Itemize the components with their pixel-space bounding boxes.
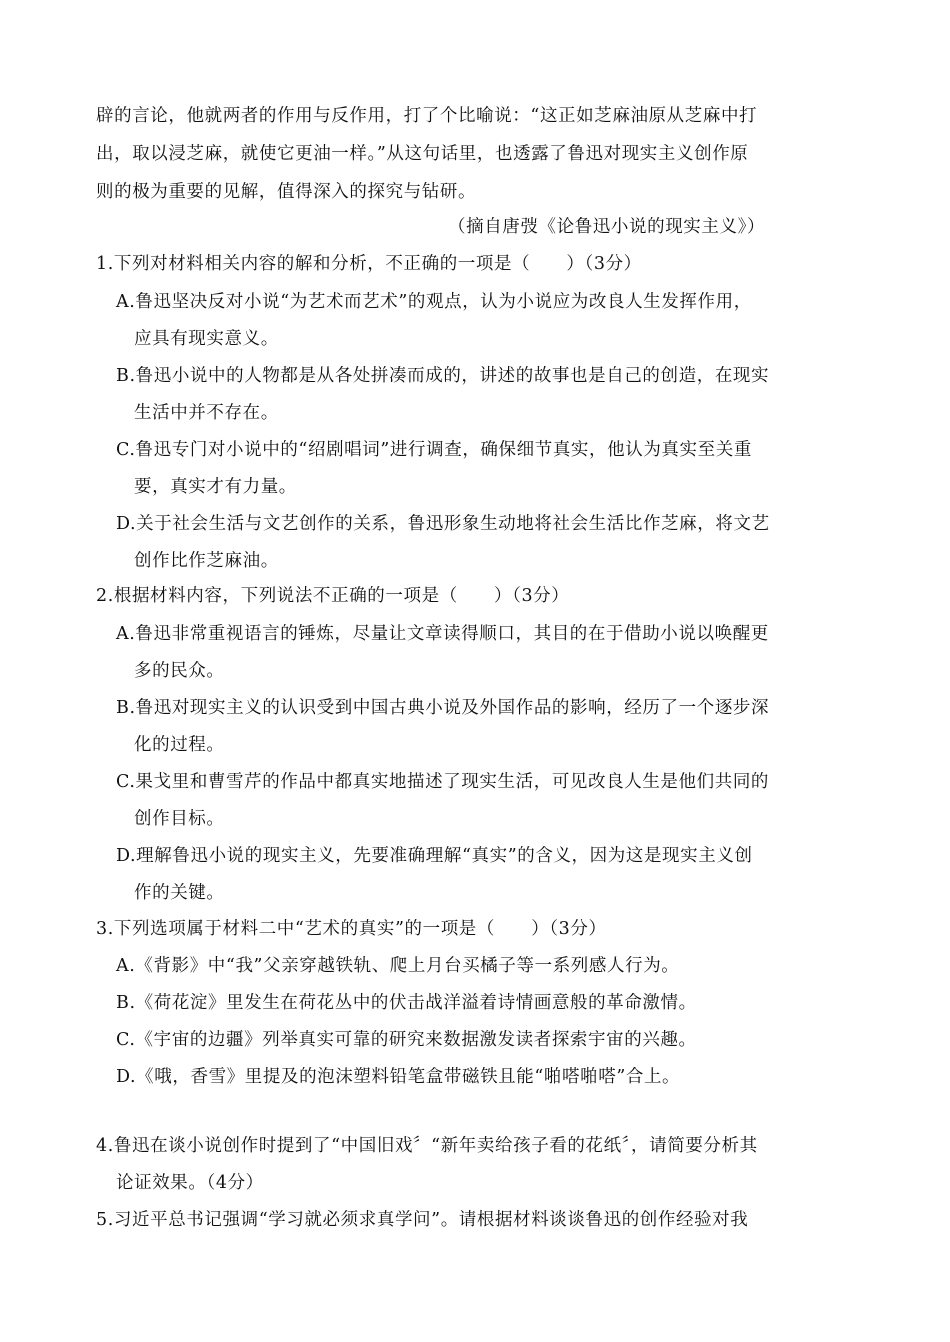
passage-line-1: 辟的言论，他就两者的作用与反作用，打了个比喻说：“这正如芝麻油原从芝麻中打 bbox=[96, 106, 758, 126]
question-2-option-b: B.鲁迅对现实主义的认识受到中国古典小说及外国作品的影响，经历了一个逐步深 bbox=[116, 698, 770, 718]
question-3-option-b: B.《荷花淀》里发生在荷花丛中的伏击战洋溢着诗情画意般的革命激情。 bbox=[116, 993, 697, 1013]
question-2-option-a-cont: 多的民众。 bbox=[134, 661, 225, 681]
question-1-stem: 1.下列对材料相关内容的解和分析，不正确的一项是（ ）（3分） bbox=[96, 254, 642, 274]
question-2-option-c-cont: 创作目标。 bbox=[134, 809, 225, 829]
question-2-option-a: A.鲁迅非常重视语言的锤炼，尽量让文章读得顺口，其目的在于借助小说以唤醒更 bbox=[116, 624, 769, 644]
question-1-option-a: A.鲁迅坚决反对小说“为艺术而艺术”的观点，认为小说应为改良人生发挥作用， bbox=[116, 292, 752, 312]
question-1-option-d-cont: 创作比作芝麻油。 bbox=[134, 551, 279, 571]
passage-line-3: 则的极为重要的见解，值得深入的探究与钻研。 bbox=[96, 182, 477, 202]
question-2-option-c: C.果戈里和曹雪芹的作品中都真实地描述了现实生活，可见改良人生是他们共同的 bbox=[116, 772, 770, 792]
question-2-option-d: D.理解鲁迅小说的现实主义，先要准确理解“真实”的含义，因为这是现实主义创 bbox=[116, 846, 753, 866]
question-4-stem: 4.鲁迅在谈小说创作时提到了“中国旧戏〞“新年卖给孩子看的花纸〞，请简要分析其 bbox=[96, 1136, 758, 1156]
question-3-option-d: D.《哦，香雪》里提及的泡沫塑料铅笔盒带磁铁且能“啪嗒啪嗒”合上。 bbox=[116, 1067, 681, 1087]
question-1-option-b: B.鲁迅小说中的人物都是从各处拼凑而成的，讲述的故事也是自己的创造，在现实 bbox=[116, 366, 770, 386]
question-2-option-b-cont: 化的过程。 bbox=[134, 735, 225, 755]
question-1-option-c: C.鲁迅专门对小说中的“绍剧唱词”进行调查，确保细节真实，他认为真实至关重 bbox=[116, 440, 752, 460]
question-5-stem: 5.习近平总书记强调“学习就必须求真学问”。请根据材料谈谈鲁迅的创作经验对我 bbox=[96, 1210, 749, 1230]
question-2-option-d-cont: 作的关键。 bbox=[134, 883, 225, 903]
passage-source: （摘自唐弢《论鲁迅小说的现实主义》） bbox=[448, 217, 766, 237]
question-4-stem-cont: 论证效果。（4分） bbox=[116, 1173, 264, 1193]
question-3-option-a: A.《背影》中“我”父亲穿越铁轨、爬上月台买橘子等一系列感人行为。 bbox=[116, 956, 680, 976]
question-1-option-c-cont: 要，真实才有力量。 bbox=[134, 477, 297, 497]
question-1-option-d: D.关于社会生活与文艺创作的关系，鲁迅形象生动地将社会生活比作芝麻，将文艺 bbox=[116, 514, 770, 534]
passage-line-2: 出，取以浸芝麻，就使它更油一样。”从这句话里，也透露了鲁迅对现实主义创作原 bbox=[96, 144, 749, 164]
question-1-option-a-cont: 应具有现实意义。 bbox=[134, 329, 279, 349]
question-3-stem: 3.下列选项属于材料二中“艺术的真实”的一项是（ ）（3分） bbox=[96, 919, 607, 939]
question-1-option-b-cont: 生活中并不存在。 bbox=[134, 403, 279, 423]
question-2-stem: 2.根据材料内容，下列说法不正确的一项是（ ）（3分） bbox=[96, 586, 570, 606]
question-3-option-c: C.《宇宙的边疆》列举真实可靠的研究来数据激发读者探索宇宙的兴趣。 bbox=[116, 1030, 697, 1050]
